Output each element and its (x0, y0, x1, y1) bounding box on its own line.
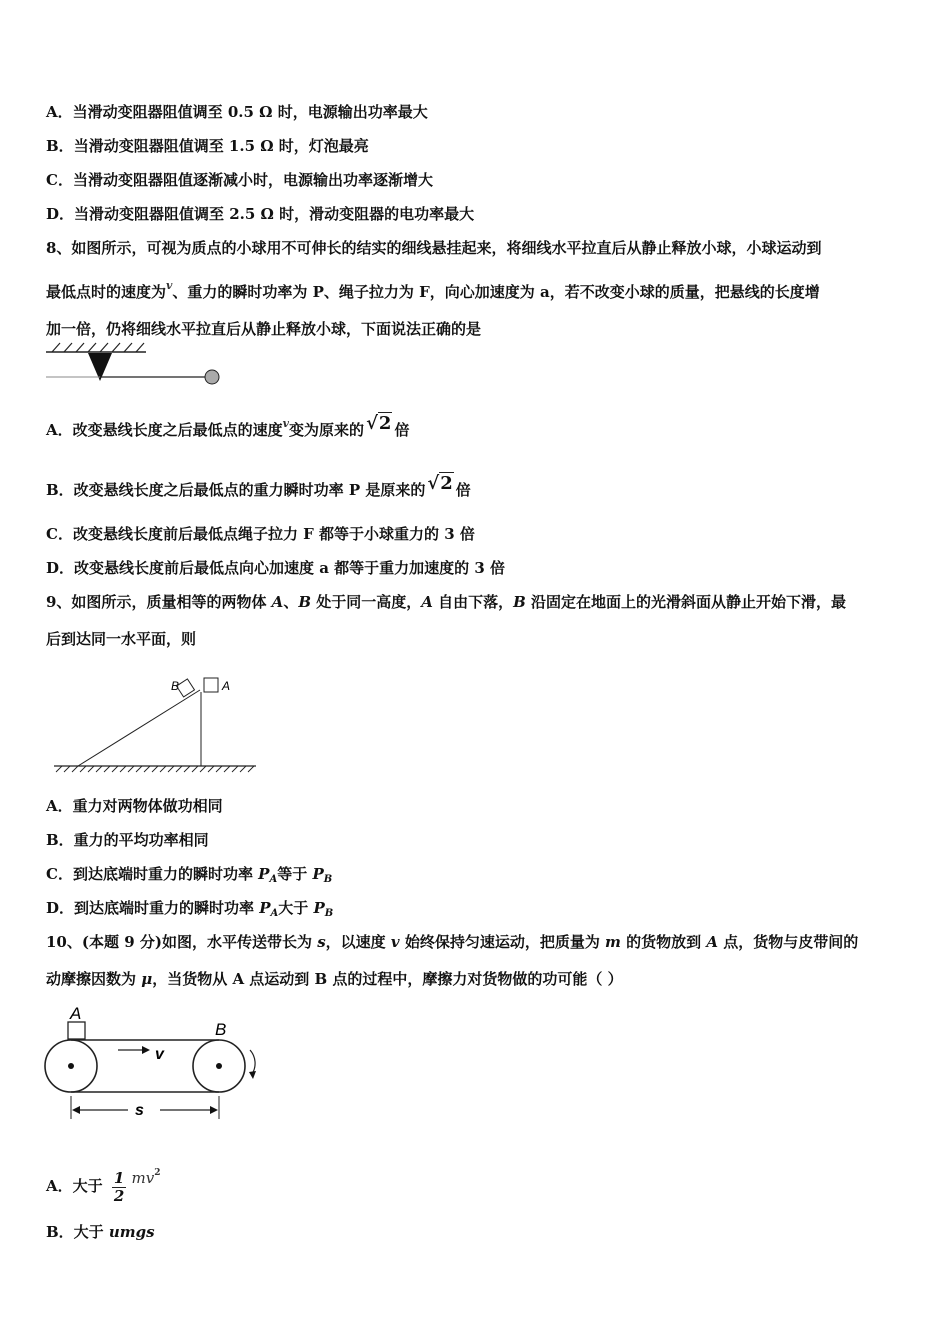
conveyor-figure (42, 1004, 264, 1122)
sqrt-2: √2 (366, 413, 392, 434)
fig-label-b: B (215, 1020, 227, 1039)
q8-option-a: A．改变悬线长度之后最低点的速度$^v$变为原来的 √2 倍 (46, 413, 410, 439)
fig-label-a: A (222, 679, 231, 693)
fig-label-a: A (70, 1004, 82, 1023)
q7-option-b: B．当滑动变阻器阻值调至 1.5 Ω 时，灯泡最亮 (46, 137, 369, 155)
q8-option-b: B．改变悬线长度之后最低点的重力瞬时功率 P 是原来的 √2 倍 (46, 473, 471, 499)
q7-option-c: C．当滑动变阻器阻值逐渐减小时，电源输出功率逐渐增大 (46, 171, 433, 189)
incline-figure (50, 672, 260, 774)
q10-stem: 10、(本题 9 分)如图，水平传送带长为 s，以速度 v 始终保持匀速运动，把质量为 m 的货物放到 A 点，货物与皮带间的 动摩擦因数为 μ，当货物从 A 点运动到 B 点的过程中，摩擦力对货物做的功可能（ ） (46, 933, 859, 988)
fig-label-v: v (155, 1046, 164, 1063)
q8-option-c: C．改变悬线长度前后最低点绳子拉力 F 都等于小球重力的 3 倍 (46, 525, 475, 543)
q9-option-a: A．重力对两物体做功相同 (46, 797, 223, 815)
q9-option-d: D．到达底端时重力的瞬时功率 $P_A$大于 $P_B$ (46, 899, 334, 919)
q9-option-c: C．到达底端时重力的瞬时功率 $P_A$等于 $P_B$ (46, 865, 333, 885)
pendulum-figure (44, 340, 229, 390)
q10-option-b: B．大于 umgs (46, 1223, 155, 1241)
q9-stem: 9、如图所示，质量相等的两物体 A、B 处于同一高度，A 自由下落，B 沿固定在地面上的光滑斜面从静止开始下滑，最 后到达同一水平面，则 (46, 593, 847, 648)
q7-option-d: D．当滑动变阻器阻值调至 2.5 Ω 时，滑动变阻器的电功率最大 (46, 205, 475, 223)
q8-option-d: D．改变悬线长度前后最低点向心加速度 a 都等于重力加速度的 3 倍 (46, 559, 506, 577)
fraction-half: $\frac{1}{2}$ (113, 1168, 125, 1205)
fig-label-s: s (135, 1102, 144, 1119)
fig-label-b: B (171, 679, 180, 693)
q10-option-a: A．大于 $\frac{1}{2}$ $mv^2$ (46, 1168, 161, 1205)
sqrt-2: √2 (427, 473, 453, 494)
q8-stem: 8、如图所示，可视为质点的小球用不可伸长的结实的细线悬挂起来，将细线水平拉直后从静止释放小球，小球运动到 最低点时的速度为$^v$、重力的瞬时功率为 P、绳子拉力为 F，向心加速度为 a，若不改变小球的质量，把悬线的长度增 加一倍，仍将细线水平拉直后从静止释放小球，下面说法正确的是 (46, 239, 822, 338)
q7-option-a: A．当滑动变阻器阻值调至 0.5 Ω 时，电源输出功率最大 (46, 103, 428, 121)
q9-option-b: B．重力的平均功率相同 (46, 831, 209, 849)
